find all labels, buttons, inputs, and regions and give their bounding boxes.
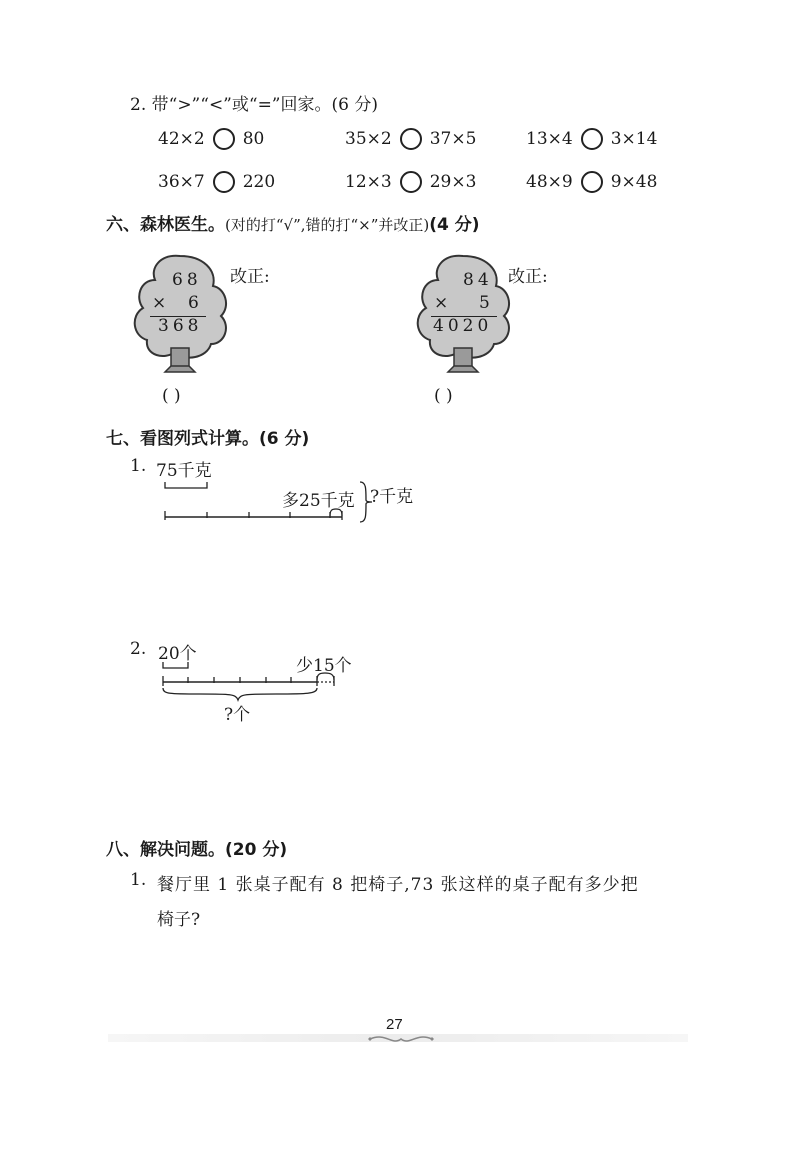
diagram-2-less-label: 少15个 [296,656,352,676]
diagram-1-total-brace [360,482,372,522]
diagram-2-total-label: ?个 [224,705,251,725]
diagram-1-segment-bar [160,478,375,526]
tree-2-correction-label: 改正: [508,267,548,287]
comparison-item [158,171,275,193]
tree-2-result: 4020 [433,316,493,336]
diagram-2-segment-bar [160,656,340,704]
comparison-item [158,128,264,150]
page-number: 27 [386,1016,403,1033]
diagram-2-total-brace [163,688,317,700]
diagram-1-unit-label: 75千克 [156,461,212,481]
comparison-right: 29×3 [429,172,477,192]
section-8-points: (20 分) [225,840,288,860]
section-6-title: 六、森林医生。 [106,215,225,235]
comparison-right: 37×5 [429,129,477,149]
comparison-left: 35×2 [345,129,392,149]
comparison-answer-circle[interactable] [581,171,603,193]
tree-1-operator: × [152,293,171,313]
section-6-points: (4 分) [429,215,480,235]
comparison-left: 42×2 [158,129,205,149]
comparison-left: 36×7 [158,172,205,192]
comparison-item [526,171,657,193]
comparison-right: 3×14 [610,129,658,149]
diagram-2-unit-bracket [163,662,188,668]
comparison-item [345,171,476,193]
tree-1-answer-blank[interactable]: ( ) [162,386,181,406]
comparison-answer-circle[interactable] [213,171,235,193]
tree-1-multiplicand: 68 [172,270,202,290]
tree-1-result: 368 [158,316,203,336]
section-8-heading [106,835,287,860]
comparison-right: 9×48 [610,172,658,192]
diagram-1-more-label: 多25千克 [282,491,355,511]
tree-2-operator: × [434,293,453,313]
diagram-2-number: 2. [130,639,147,659]
comparison-answer-circle[interactable] [400,128,422,150]
comparison-right: 220 [242,172,276,192]
comparison-answer-circle[interactable] [400,171,422,193]
comparison-answer-circle[interactable] [581,128,603,150]
problem-1-text-line-2: 椅子? [157,910,201,930]
diagram-1-more-brace [330,509,342,516]
comparison-left: 13×4 [526,129,573,149]
diagram-2-unit-label: 20个 [158,644,197,664]
comparison-answer-circle[interactable] [213,128,235,150]
comparison-right: 80 [242,129,265,149]
tree-2-multiplicand: 84 [463,270,493,290]
tree-1-multiplier: 6 [188,293,203,313]
comparison-left: 12×3 [345,172,392,192]
section-6-heading [106,210,480,235]
diagram-1-number: 1. [130,456,147,476]
section-8-title: 八、解决问题。 [106,840,225,860]
tree-2-illustration [408,248,518,378]
section-7-heading [106,424,309,449]
tree-2-answer-blank[interactable]: ( ) [434,386,453,406]
problem-1-number: 1. [130,870,147,890]
diagram-1-total-label: ?千克 [370,487,414,507]
comparison-item [526,128,657,150]
tree-2-multiplier: 5 [479,293,494,313]
section-7-title: 七、看图列式计算。 [106,429,259,449]
comparison-left: 48×9 [526,172,573,192]
question-2-title: 2. 带“>”“<”或“=”回家。(6 分) [130,95,378,115]
section-6-instruction: (对的打“√”,错的打“×”并改正) [225,216,430,234]
tree-1-correction-label: 改正: [230,267,270,287]
diagram-1-unit-bracket [165,482,207,488]
section-7-points: (6 分) [259,429,310,449]
diagram-2-less-brace [317,673,334,680]
problem-1-text-line-1: 餐厅里 1 张桌子配有 8 把椅子,73 张这样的桌子配有多少把 [157,875,639,895]
comparison-item [345,128,476,150]
tree-1-illustration [125,248,235,378]
